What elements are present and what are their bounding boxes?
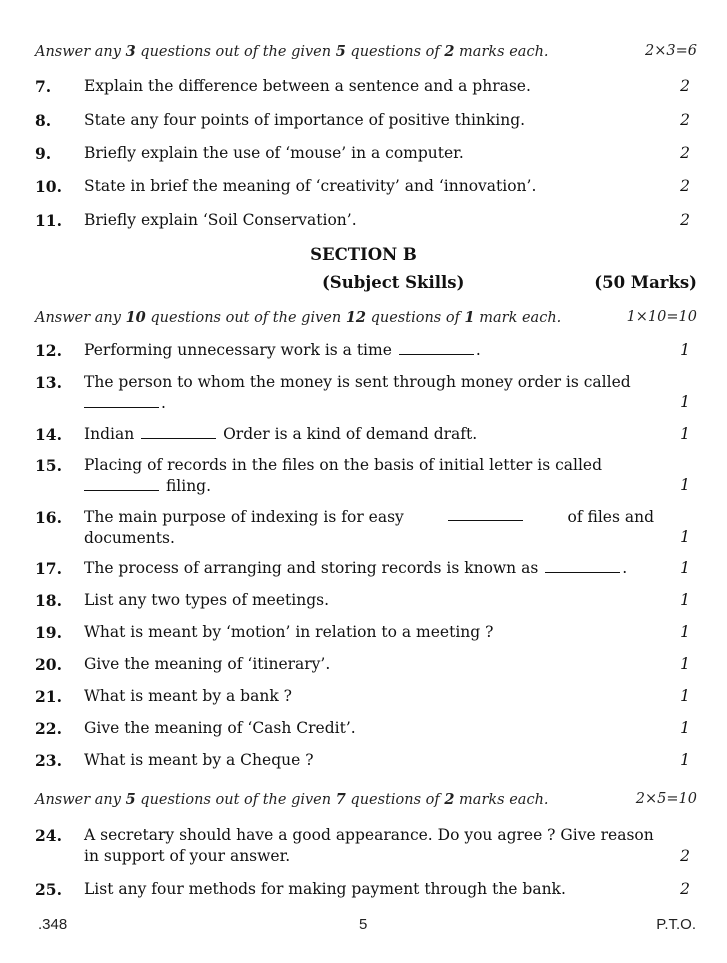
question-number: 16. [35,508,62,527]
question-text: Performing unnecessary work is a time . [84,341,481,359]
question-text: What is meant by a bank ? [84,687,292,705]
section-marks: (50 Marks) [594,273,697,292]
instruction-marks: 2×5=10 [635,791,697,807]
section-title: SECTION B [310,245,417,264]
question-text: What is meant by a Cheque ? [84,751,314,769]
question-marks: 1 [680,719,690,737]
question-text: Briefly explain the use of ‘mouse’ in a computer. [84,144,464,162]
question-number: 24. [35,826,62,845]
question-number: 14. [35,425,62,444]
question-number: 25. [35,880,62,899]
question-marks: 1 [680,341,690,359]
question-marks: 1 [680,687,690,705]
question-number: 15. [35,456,62,475]
question-text: Placing of records in the files on the basis of initial letter is called filing. [84,456,603,495]
question-number: 22. [35,719,62,738]
page-number: 5 [359,916,368,933]
answer-blank [141,425,216,439]
question-marks: 1 [680,559,690,577]
pto-note: P.T.O. [656,916,696,933]
question-text: Briefly explain ‘Soil Conservation’. [84,211,357,229]
question-text: Indian Order is a kind of demand draft. [84,425,478,443]
instruction-text: Answer any 10 questions out of the given 12 questions of 1 mark each. [35,309,562,326]
question-marks: 2 [680,847,690,865]
answer-blank [545,559,620,573]
answer-blank [84,394,159,408]
question-number: 21. [35,687,62,706]
question-number: 12. [35,341,62,360]
instruction-marks: 1×10=10 [626,309,697,325]
instruction-text: Answer any 3 questions out of the given 5 questions of 2 marks each. [35,43,549,60]
question-marks: 1 [680,655,690,673]
question-number: 10. [35,177,62,196]
question-number: 9. [35,144,52,163]
question-number: 7. [35,77,52,96]
question-marks: 1 [680,623,690,641]
question-marks: 1 [680,393,690,411]
question-marks: 2 [680,77,690,95]
section-subtitle: (Subject Skills) [322,273,465,292]
answer-blank [448,507,523,521]
question-marks: 1 [680,476,690,494]
answer-blank [84,477,159,491]
question-text: The main purpose of indexing is for easy of files and documents. [84,508,654,547]
question-text: State in brief the meaning of ‘creativity’ and ‘innovation’. [84,177,537,195]
question-marks: 2 [680,177,690,195]
question-marks: 2 [680,211,690,229]
question-text: List any four methods for making payment through the bank. [84,880,566,898]
instruction-text: Answer any 5 questions out of the given 7 questions of 2 marks each. [35,791,549,808]
question-text: The process of arranging and storing records is known as . [84,559,628,577]
question-text: What is meant by ‘motion’ in relation to a meeting ? [84,623,494,641]
paper-code: .348 [38,916,68,933]
question-marks: 1 [680,751,690,769]
question-text: State any four points of importance of positive thinking. [84,111,526,129]
question-marks: 1 [680,425,690,443]
question-marks: 2 [680,880,690,898]
question-number: 23. [35,751,62,770]
question-text: A secretary should have a good appearance. Do you agree ? Give reason in support of your answer. [84,826,654,865]
answer-blank [399,341,474,355]
question-number: 11. [35,211,62,230]
question-number: 20. [35,655,62,674]
question-marks: 1 [680,591,690,609]
question-marks: 2 [680,111,690,129]
question-text: Give the meaning of ‘itinerary’. [84,655,331,673]
question-text: Explain the difference between a sentence and a phrase. [84,77,531,95]
question-text: Give the meaning of ‘Cash Credit’. [84,719,356,737]
question-text: List any two types of meetings. [84,591,329,609]
question-marks: 2 [680,144,690,162]
question-number: 18. [35,591,62,610]
question-number: 19. [35,623,62,642]
question-text: The person to whom the money is sent through money order is called . [84,373,631,412]
instruction-marks: 2×3=6 [645,43,697,59]
question-number: 17. [35,559,62,578]
question-number: 13. [35,373,62,392]
question-number: 8. [35,111,52,130]
question-marks: 1 [680,528,690,546]
